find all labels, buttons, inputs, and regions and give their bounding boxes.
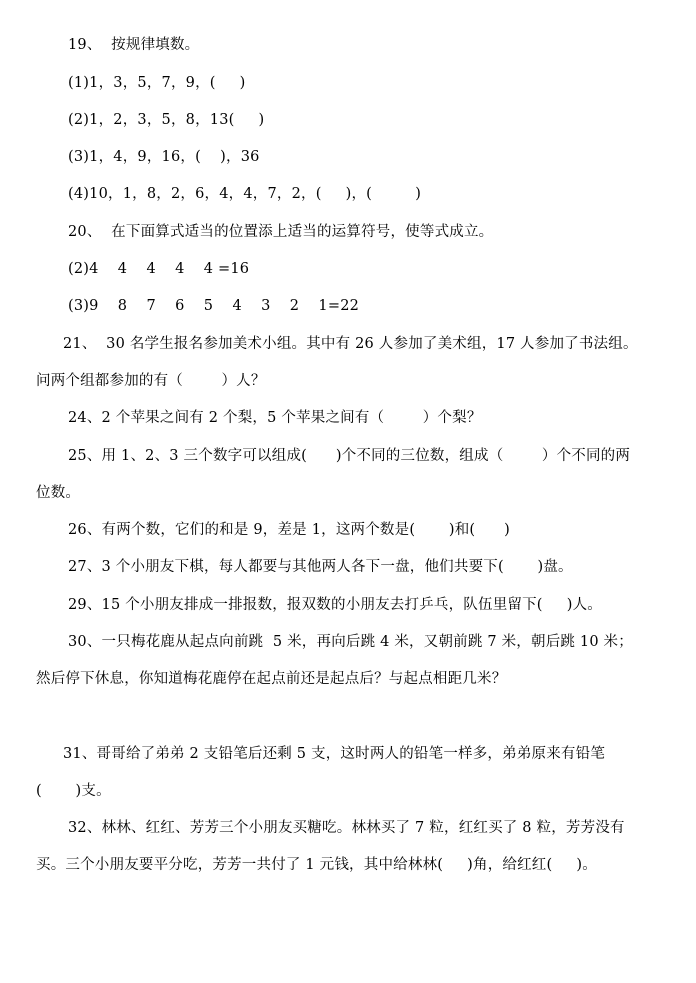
question-30-line-1: 30、一只梅花鹿从起点向前跳 5 米，再向后跳 4 米，又朝前跳 7 米，朝后跳 10 米； bbox=[68, 634, 633, 650]
question-20-item-3: (3)9 8 7 6 5 4 3 2 1=22 bbox=[68, 298, 360, 314]
question-27: 27、3 个小朋友下棋，每人都要与其他两人各下一盘，他们共要下( )盘。 bbox=[68, 559, 573, 575]
question-32-line-1: 32、林林、红红、芳芳三个小朋友买糖吃。林林买了 7 粒，红红买了 8 粒，芳芳没有 bbox=[68, 820, 625, 836]
question-20-item-2: (2)4 4 4 4 4 =16 bbox=[68, 261, 250, 277]
question-21-line-2: 问两个组都参加的有（ ）人？ bbox=[36, 373, 266, 389]
question-29: 29、15 个小朋友排成一排报数，报双数的小朋友去打乒乓，队伍里留下( )人。 bbox=[68, 597, 602, 613]
question-26: 26、有两个数，它们的和是 9，差是 1，这两个数是( )和( ) bbox=[68, 522, 510, 538]
question-31-line-2: ( )支。 bbox=[36, 783, 111, 799]
question-31-line-1: 31、哥哥给了弟弟 2 支铅笔后还剩 5 支，这时两人的铅笔一样多，弟弟原来有铅笔 bbox=[63, 746, 606, 762]
question-24: 24、2 个苹果之间有 2 个梨，5 个苹果之间有（ ）个梨？ bbox=[68, 410, 482, 426]
question-19-item-1: (1)1，3，5，7，9，( ) bbox=[68, 75, 246, 91]
question-30-line-2: 然后停下休息，你知道梅花鹿停在起点前还是起点后？与起点相距几米？ bbox=[36, 671, 507, 687]
question-20-heading: 20、 在下面算式适当的位置添上适当的运算符号，使等式成立。 bbox=[68, 224, 494, 240]
question-19-item-4: (4)10，1，8，2，6，4，4，7，2，( )，( ) bbox=[68, 186, 422, 202]
question-25-line-2: 位数。 bbox=[36, 485, 81, 501]
question-25-line-1: 25、用 1、2、3 三个数字可以组成( )个不同的三位数，组成（ ）个不同的两 bbox=[68, 448, 631, 464]
question-19-item-2: (2)1，2，3，5，8，13( ) bbox=[68, 112, 265, 128]
question-19-heading: 19、 按规律填数。 bbox=[68, 37, 200, 53]
question-19-item-3: (3)1，4，9，16，( )，36 bbox=[68, 149, 260, 165]
question-32-line-2: 买。三个小朋友要平分吃，芳芳一共付了 1 元钱，其中给林林( )角，给红红( )。 bbox=[36, 857, 597, 873]
question-21-line-1: 21、 30 名学生报名参加美术小组。其中有 26 人参加了美术组，17 人参加了书法组。 bbox=[63, 336, 638, 352]
